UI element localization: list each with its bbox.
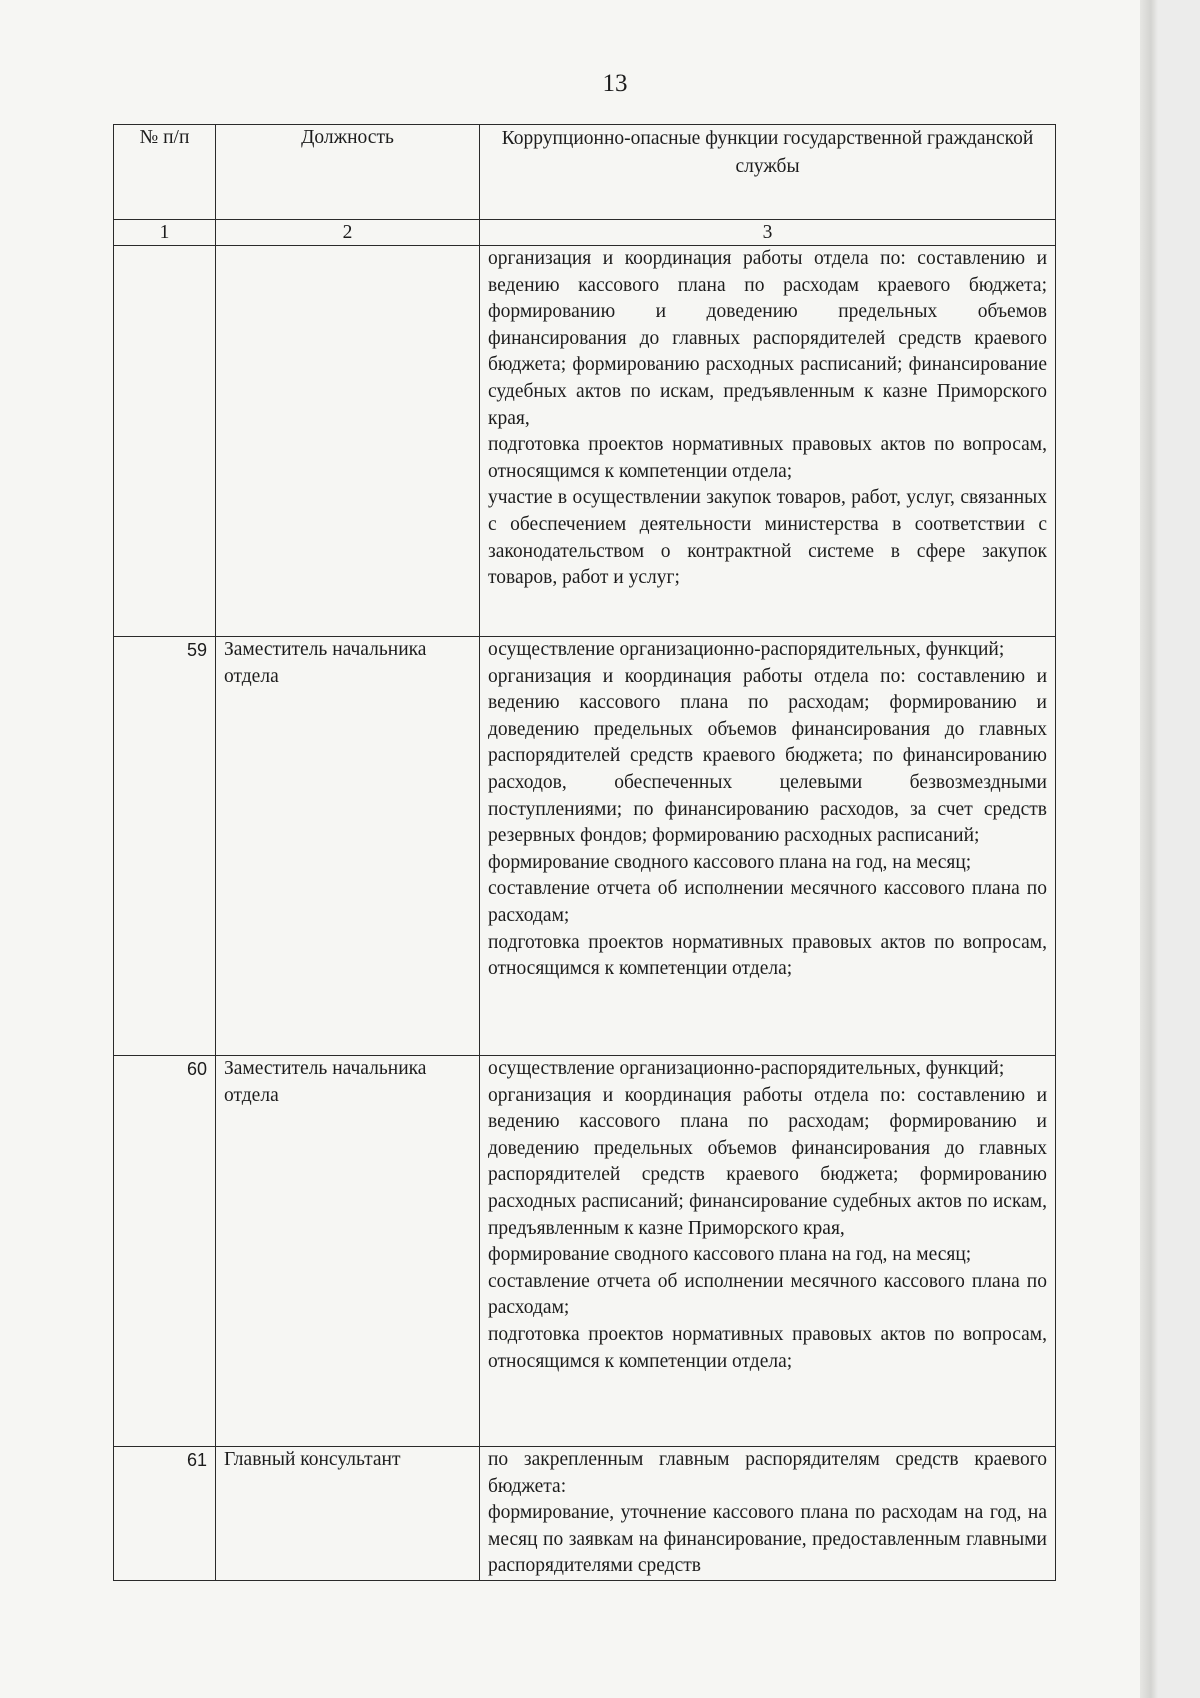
header-number: № п/п [114,125,216,220]
row-position: Заместитель начальника отдела [216,637,480,1056]
function-item: осуществление организационно-распорядительных, функций; [488,1058,1005,1079]
function-item: по закрепленным главным распорядителям средств краевого бюджета: [488,1449,1047,1497]
function-item: формирование сводного кассового плана на год, на месяц; [488,1244,972,1266]
table-header-row [114,125,1056,220]
row-functions [480,1056,1056,1447]
row-number [114,246,216,637]
function-item: составление отчета об исполнении месячного кассового плана по расходам; [488,1270,1047,1319]
function-item: формирование сводного кассового плана на год, на месяц; [488,851,972,873]
column-number: 3 [480,220,1056,246]
row-functions [480,1447,1056,1581]
row-position: Заместитель начальника отдела [216,1056,480,1447]
header-position: Должность [216,125,480,220]
table-row [114,1056,1056,1447]
function-item: участие в осуществлении закупок товаров, работ, услуг, связанных с обеспечением деятельности министерства в соответствии с законодательством о контрактной системе в сфере закупок товаров, работ и услуг; [488,487,1047,589]
row-number: 59 [114,637,216,1056]
row-position: Главный консультант [216,1447,480,1581]
row-number: 61 [114,1447,216,1581]
row-number: 60 [114,1056,216,1447]
column-numbers-row [114,220,1056,246]
function-item: организация и координация работы отдела по: составлению и ведению кассового плана по расходам; формированию и доведению предельных объемов финансирования до главных распорядителей средств краевого бюджета; формированию расходных расписаний; финансирование судебных актов по искам, предъявленным к казне Приморского края, [488,1084,1047,1239]
function-item: организация и координация работы отдела по: составлению и ведению кассового плана по расходам; формированию и доведению предельных объемов финансирования до главных распорядителей средств краевого бюджета; по финансированию расходов, обеспеченных целевыми безвозмездными поступлениями; по финансированию расходов, за счет средств резервных фондов; формированию расходных расписаний; [488,665,1047,847]
column-number: 1 [114,220,216,246]
row-functions [480,637,1056,1056]
row-position [216,246,480,637]
function-item: подготовка проектов нормативных правовых актов по вопросам, относящимся к компетенции отдела; [488,931,1047,980]
function-item: подготовка проектов нормативных правовых актов по вопросам, относящимся к компетенции отдела; [488,1323,1047,1372]
header-functions [480,125,1056,220]
table-row [114,1447,1056,1581]
table-row [114,246,1056,637]
function-item: организация и координация работы отдела по: составлению и ведению кассового плана по расходам краевого бюджета; формированию и доведению предельных объемов финансирования до главных распорядителей средств краевого бюджета; формированию расходных расписаний; финансирование судебных актов по искам, предъявленным к казне Приморского края, [488,248,1047,429]
table-row [114,637,1056,1056]
function-item: составление отчета об исполнении месячного кассового плана по расходам; [488,878,1047,926]
corruption-functions-table [113,124,1056,1581]
function-item: формирование, уточнение кассового плана по расходам на год, на месяц по заявкам на финансирование, предоставленным главными распорядителями средств [488,1502,1047,1577]
function-item: осуществление организационно-распорядительных, функций; [488,639,1005,660]
row-functions [480,246,1056,637]
column-number: 2 [216,220,480,246]
page-edge-shadow [1140,0,1158,1698]
function-item: подготовка проектов нормативных правовых актов по вопросам, относящимся к компетенции отдела; [488,434,1047,482]
page-number: 13 [602,70,628,97]
header-functions-text: Коррупционно-опасные функции государственной гражданской службы [501,128,1034,177]
